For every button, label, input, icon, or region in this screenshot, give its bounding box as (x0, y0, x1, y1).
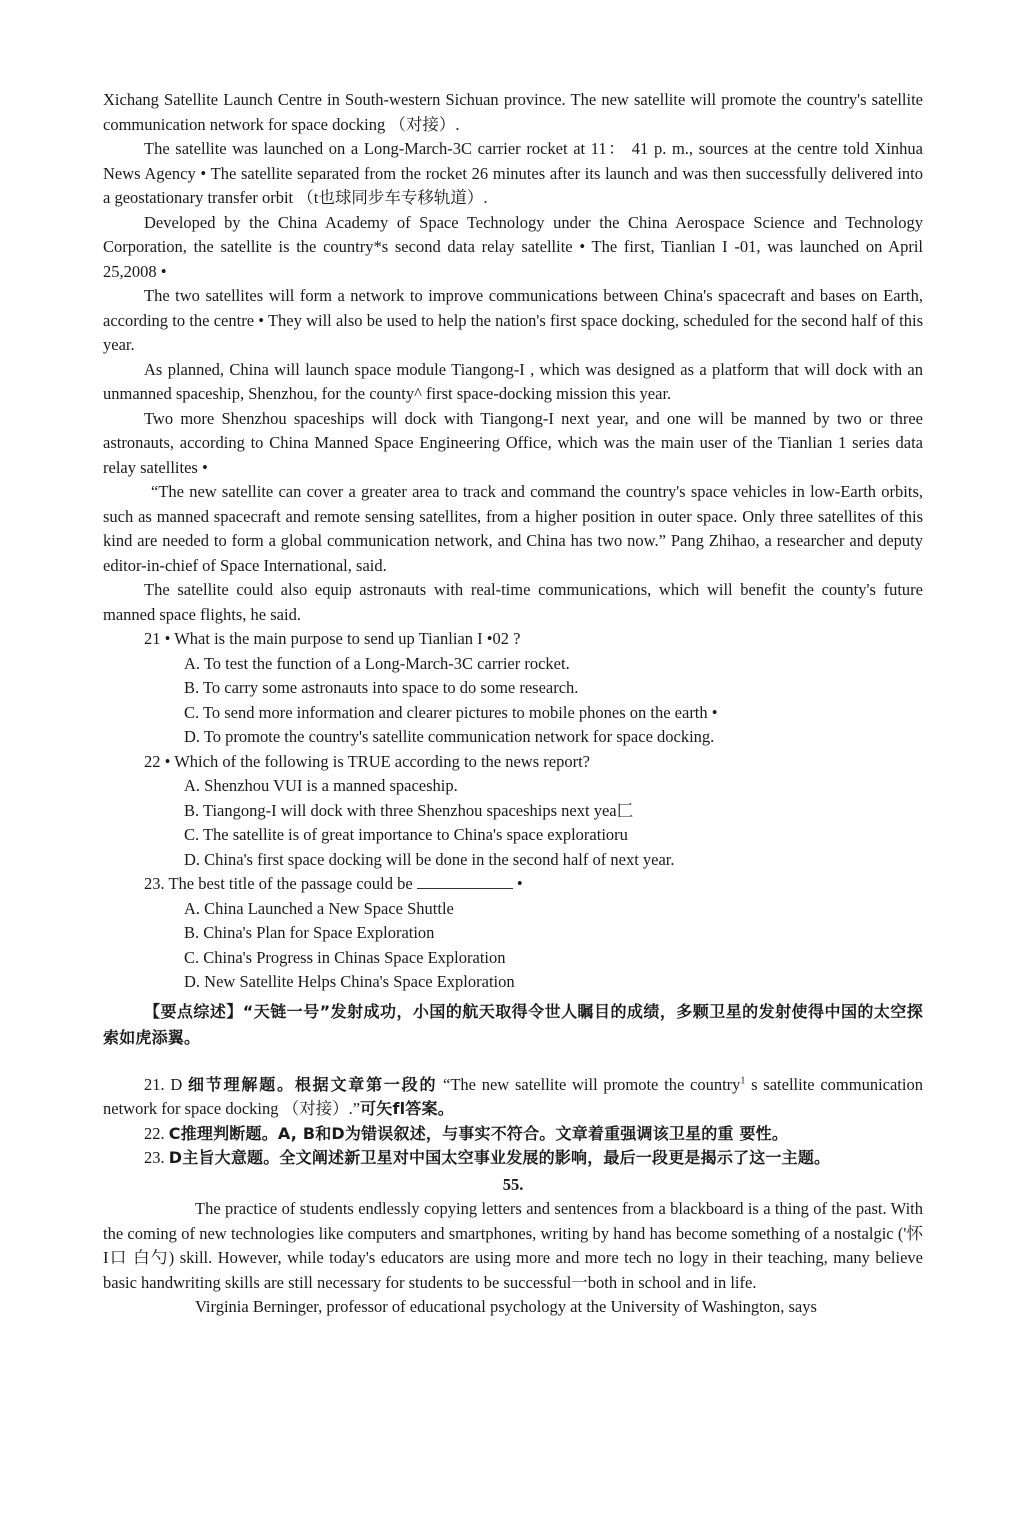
paragraph-3: Developed by the China Academy of Space Technology under the China Aerospace Science and Technology Corporation, the satellite is the country*s second data relay satellite • The first, Tianlian I -01, was launched on April 25,2008 • (103, 212, 923, 281)
answer-21-quote: “The new satellite will promote the country (437, 1074, 741, 1094)
answer-21-superscript: 1 (740, 1075, 746, 1086)
question-22-option-c: C. The satellite is of great importance to China's space exploratioru (184, 825, 628, 844)
paragraph-5: As planned, China will launch space module Tiangong-I , which was designed as a platform that will dock with an unmanned spaceship, Shenzhou, for the county^ first space-docking mission this year. (103, 359, 923, 403)
question-21-option-b: B. To carry some astronauts into space to do some research. (184, 678, 579, 697)
paragraph-4: The two satellites will form a network to improve communications between China's spacecraft and bases on Earth, according to the centre • They will also be used to help the nation's first space docking, scheduled for the second half of this year. (103, 286, 923, 354)
answer-23 (103, 1146, 923, 1171)
document-page (103, 88, 923, 1320)
paragraph-1: Xichang Satellite Launch Centre in South-western Sichuan province. The new satellite will promote the country's satellite communication network for space docking （对接）. (103, 90, 923, 134)
answer-21-type: 细节理解题。根据文章第一段的 (188, 1074, 438, 1094)
paragraph-8: The satellite could also equip astronauts with real-time communications, which will benefit the county's future manned space flights, he said. (103, 580, 923, 624)
answer-22 (103, 1122, 923, 1147)
question-23-option-d: D. New Satellite Helps China's Space Exploration (184, 972, 515, 991)
question-21-option-d: D. To promote the country's satellite communication network for space docking. (184, 727, 715, 746)
answer-21 (103, 1073, 923, 1122)
answer-23-explanation: D主旨大意题。全文阐述新卫星对中国太空事业发展的影响，最后一段更是揭示了这一主题。 (168, 1148, 831, 1167)
answer-21-conclusion: 可矢fl答案。 (360, 1099, 454, 1118)
question-22-option-a: A. Shenzhou VUI is a manned spaceship. (184, 776, 458, 795)
question-21-option-a: A. To test the function of a Long-March-3C carrier rocket. (184, 653, 570, 673)
question-22-option-b: B. Tiangong-I will dock with three Shenzhou spaceships next yea匚 (184, 800, 634, 820)
question-23-option-b: B. China's Plan for Space Exploration (184, 923, 435, 942)
key-points-summary: 【要点综述】“天链一号”发射成功，小国的航天取得令世人瞩目的成绩，多颗卫星的发射使得中国的太空探索如虎添翼。 (103, 1001, 923, 1047)
answer-blank (417, 874, 513, 889)
answer-21-quote-end: s satellite communication network for space docking （对接）.” (103, 1074, 923, 1118)
question-22-option-d: D. China's first space docking will be done in the second half of next year. (184, 849, 675, 869)
question-23-stem (103, 872, 923, 897)
question-21-stem: 21 • What is the main purpose to send up Tianlian I •02 ? (144, 629, 521, 648)
answer-21-number: 21. D (144, 1074, 189, 1094)
answer-22-explanation: C推理判断题。A, B和D为错误叙述，与事实不符合。文章着重强调该卫星的重 要性。 (168, 1123, 789, 1143)
paragraph-7: “The new satellite can cover a greater area to track and command the country's space vehicles in low-Earth orbits, such as manned spacecraft and remote sensing satellites, from a higher position in outer space. Only three satellites of this kind are needed to form a global communication network, and China has two now.” Pang Zhihao, a researcher and deputy editor-in-chief of Space International, said. (103, 482, 923, 575)
question-22-stem: 22 • Which of the following is TRUE according to the news report? (144, 751, 590, 771)
question-23-stem-text: 23. The best title of the passage could be (144, 874, 413, 893)
passage-55-paragraph-1: The practice of students endlessly copying letters and sentences from a blackboard is a thing of the past. With the coming of new technologies like computers and smartphones, writing by hand has become something of a nostalgic ('怀 I口 白勺) skill. However, while today's educators are using more and more tech no logy in their teaching, many believe basic handwriting skills are still necessary for students to be successful一both in school and in life. (103, 1199, 923, 1292)
question-23-stem-end: • (512, 874, 523, 893)
section-number: 55. (502, 1174, 524, 1194)
paragraph-6: Two more Shenzhou spaceships will dock with Tiangong-I next year, and one will be manned by two or three astronauts, according to China Manned Space Engineering Office, which was the main user of the Tianlian 1 series data relay satellites • (103, 408, 923, 477)
passage-55-paragraph-2: Virginia Berninger, professor of educational psychology at the University of Washington, says (195, 1297, 817, 1316)
question-23-option-c: C. China's Progress in Chinas Space Exploration (184, 947, 506, 967)
answer-23-number: 23. (144, 1148, 169, 1167)
question-21-option-c: C. To send more information and clearer pictures to mobile phones on the earth • (184, 702, 718, 722)
paragraph-2: The satellite was launched on a Long-March-3C carrier rocket at 11： 41 p. m., sources at the centre told Xinhua News Agency • The satellite separated from the rocket 26 minutes after its launch and was then successfully delivered into a geostationary transfer orbit （t也球同步车专移轨道）. (103, 139, 923, 207)
answer-22-number: 22. (144, 1123, 169, 1143)
question-23-option-a: A. China Launched a New Space Shuttle (184, 898, 454, 918)
